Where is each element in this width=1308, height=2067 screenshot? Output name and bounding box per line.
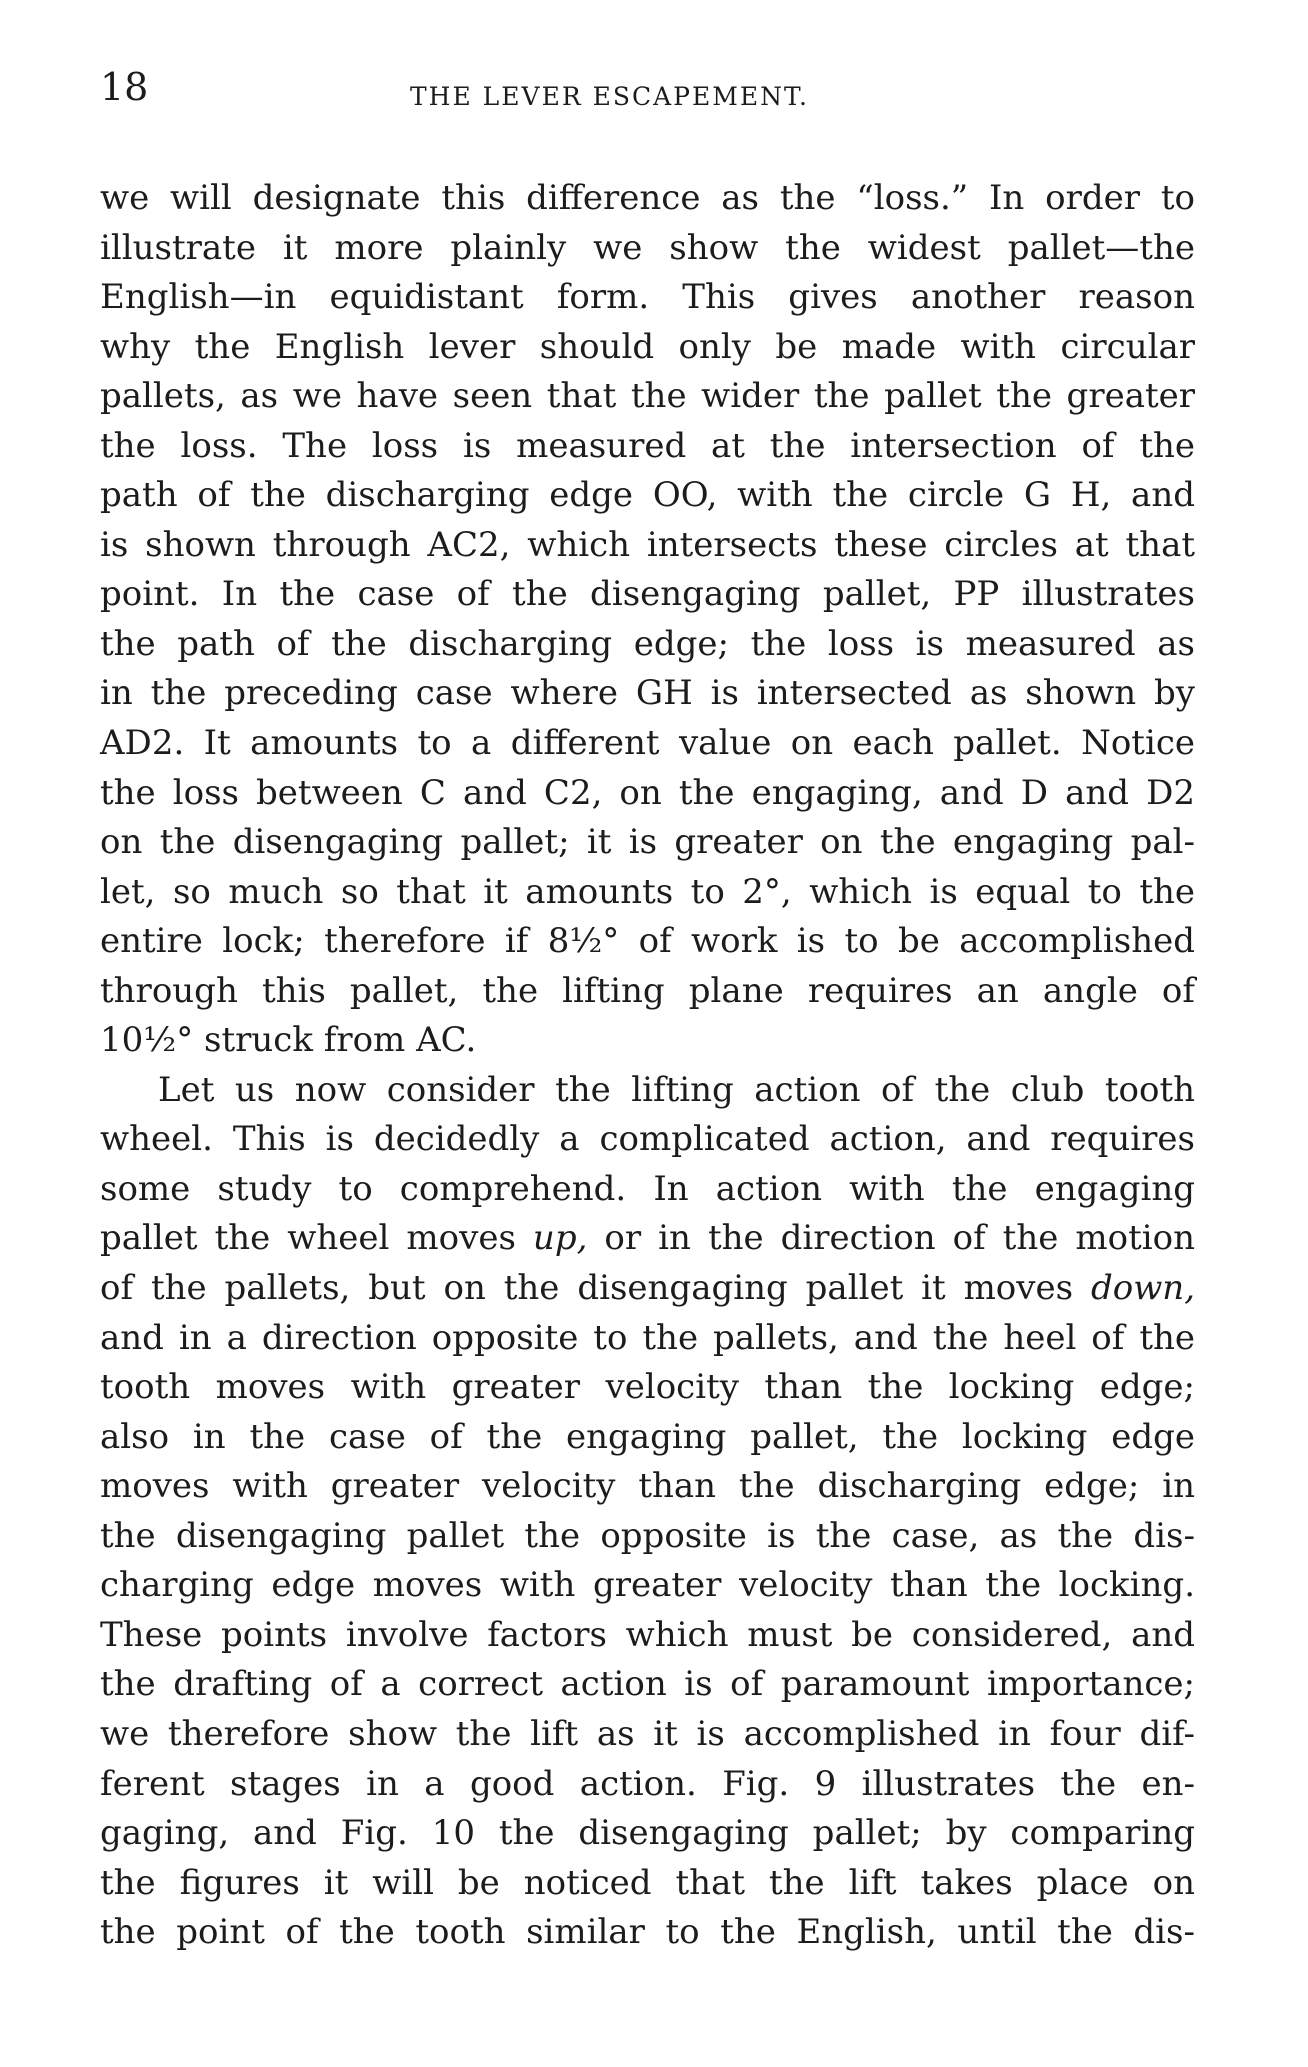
text-line: These points involve factors which must be considered, and bbox=[100, 1614, 1195, 1655]
text-line: through this pallet, the lifting plane requires an angle of bbox=[100, 970, 1195, 1011]
text-line: wheel. This is decidedly a complicated action, and requires bbox=[100, 1119, 1195, 1160]
text-line: entire lock; therefore if 8½° of work is to be accomplished bbox=[100, 921, 1195, 962]
text-line: charging edge moves with greater velocity than the locking. bbox=[100, 1565, 1195, 1606]
text-line: we will designate this difference as the “loss.” In order to bbox=[100, 178, 1195, 218]
page-number: 18 bbox=[100, 65, 149, 109]
text-line: of the pallets, but on the disengaging pallet it moves down, bbox=[100, 1268, 1195, 1309]
text-line: and in a direction opposite to the pallets, and the heel of the bbox=[100, 1317, 1195, 1358]
text-line: moves with greater velocity than the discharging edge; in bbox=[100, 1466, 1195, 1507]
body-text bbox=[100, 174, 1195, 1958]
text-line: is shown through AC2, which intersects these circles at that bbox=[100, 524, 1195, 565]
text-line: pallets, as we have seen that the wider the pallet the greater bbox=[100, 376, 1195, 417]
text-line: point. In the case of the disengaging pallet, PP illustrates bbox=[100, 574, 1195, 615]
text-line: the disengaging pallet the opposite is the case, as the dis- bbox=[100, 1515, 1195, 1556]
text-line: illustrate it more plainly we show the widest pallet—the bbox=[100, 227, 1195, 268]
text-line: the path of the discharging edge; the loss is measured as bbox=[100, 623, 1195, 664]
text-line: English—in equidistant form. This gives another reason bbox=[100, 277, 1195, 318]
text-line: tooth moves with greater velocity than the locking edge; bbox=[100, 1367, 1195, 1408]
text-line: gaging, and Fig. 10 the disengaging pallet; by comparing bbox=[100, 1813, 1195, 1854]
text-line: we therefore show the lift as it is accomplished in four dif- bbox=[100, 1713, 1195, 1754]
text-line: pallet the wheel moves up, or in the direction of the motion bbox=[100, 1218, 1195, 1259]
text-line: let, so much so that it amounts to 2°, which is equal to the bbox=[100, 871, 1195, 912]
text-line: Let us now consider the lifting action of the club tooth bbox=[158, 1069, 1195, 1110]
running-head: THE LEVER ESCAPEMENT. bbox=[410, 82, 809, 111]
text-line: 10½° struck from AC. bbox=[100, 1020, 477, 1061]
text-line: the figures it will be noticed that the lift takes place on bbox=[100, 1862, 1195, 1903]
paragraph bbox=[100, 1066, 1195, 1958]
text-line: some study to comprehend. In action with the engaging bbox=[100, 1168, 1195, 1209]
text-line: the drafting of a correct action is of paramount importance; bbox=[100, 1664, 1195, 1705]
text-line: why the English lever should only be made with circular bbox=[100, 326, 1195, 367]
text-line: the loss between C and C2, on the engaging, and D and D2 bbox=[100, 772, 1195, 813]
text-line: AD2. It amounts to a different value on each pallet. Notice bbox=[100, 723, 1195, 764]
text-line: path of the discharging edge OO, with the circle G H, and bbox=[100, 475, 1195, 516]
text-line: in the preceding case where GH is intersected as shown by bbox=[100, 673, 1195, 714]
text-line: the point of the tooth similar to the English, until the dis- bbox=[100, 1912, 1195, 1953]
text-line: on the disengaging pallet; it is greater on the engaging pal- bbox=[100, 822, 1195, 863]
text-line: the loss. The loss is measured at the intersection of the bbox=[100, 425, 1195, 466]
paragraph bbox=[100, 174, 1195, 1066]
text-line: also in the case of the engaging pallet, the locking edge bbox=[100, 1416, 1195, 1457]
text-line: ferent stages in a good action. Fig. 9 illustrates the en- bbox=[100, 1763, 1195, 1804]
